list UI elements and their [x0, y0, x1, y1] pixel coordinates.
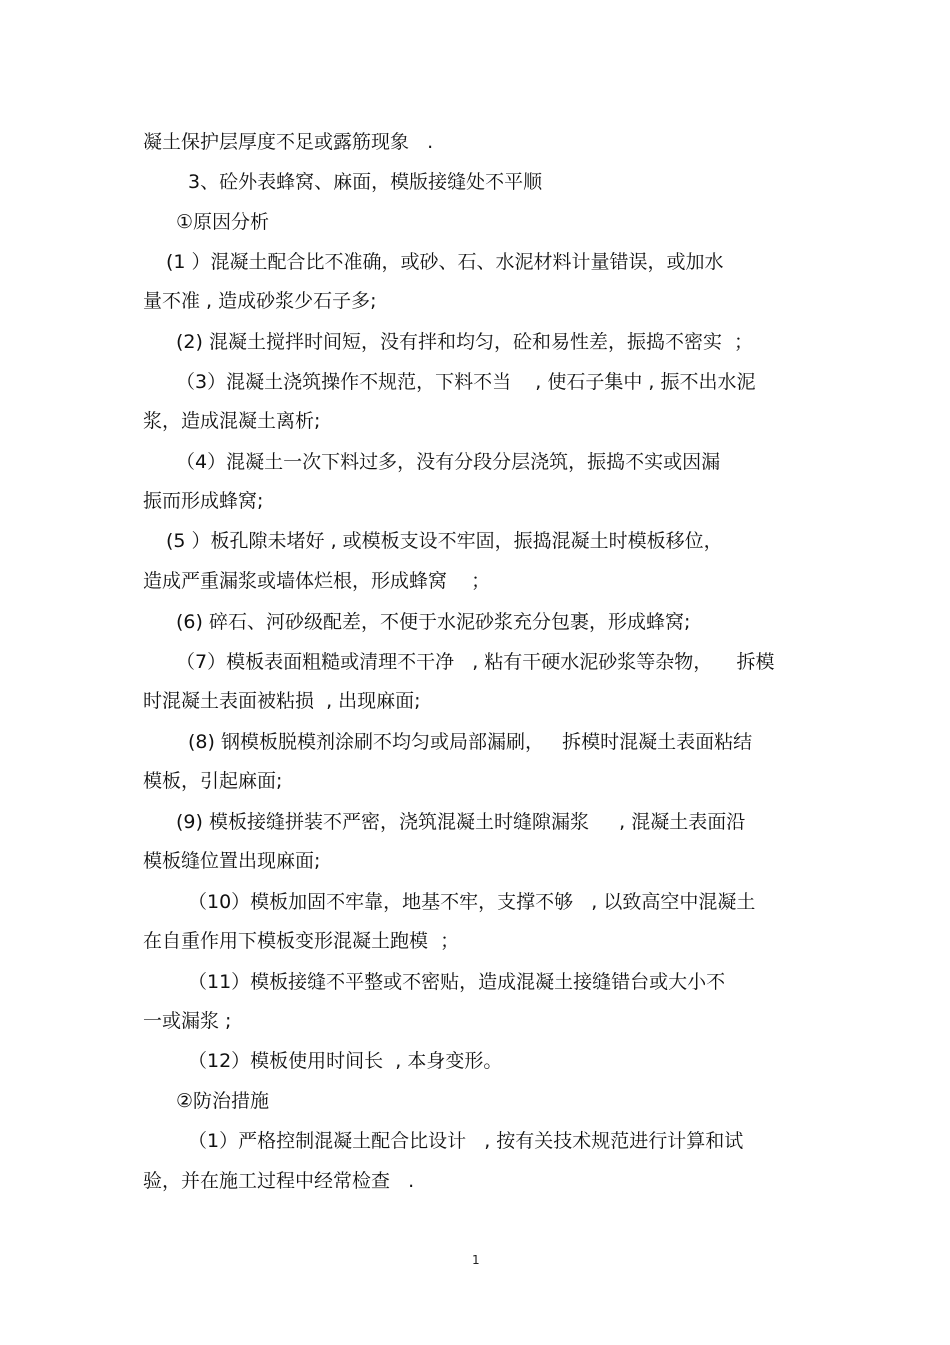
text-line: (1 ）混凝土配合比不准确，或砂、石、水泥材料计量错误，或加水 [166, 251, 724, 273]
text-line: 模板，引起麻面; [143, 770, 283, 792]
subsection-heading: ②防治措施 [176, 1090, 270, 1112]
text-line: (5 ）板孔隙未堵好 , 或模板支设不牢固，振捣混凝土时模板移位， [166, 530, 723, 552]
text-line: 在自重作用下模板变形混凝土跑模 ； [143, 930, 460, 952]
text-line: （1）严格控制混凝土配合比设计 , 按有关技术规范进行计算和试 [188, 1130, 744, 1152]
text-line: 凝土保护层厚度不足或露筋现象 . [143, 131, 434, 153]
text-line: 一或漏浆 ; [143, 1010, 232, 1032]
text-line: （7）模板表面粗糙或清理不干净 , 粘有干硬水泥砂浆等杂物， 拆模 [176, 651, 775, 673]
text-line: (8) 钢模板脱模剂涂刷不均匀或局部漏刷， 拆模时混凝土表面粘结 [188, 731, 753, 753]
text-line: （3）混凝土浇筑操作不规范，下料不当 , 使石子集中 , 振不出水泥 [176, 371, 756, 393]
subsection-heading: ①原因分析 [176, 211, 270, 233]
text-line: 造成严重漏浆或墙体烂根，形成蜂窝 ； [143, 570, 491, 592]
text-line: （12）模板使用时间长 , 本身变形。 [188, 1050, 503, 1072]
text-line: （4）混凝土一次下料过多，没有分段分层浇筑，振捣不实或因漏 [176, 451, 721, 473]
text-line: (2) 混凝土搅拌时间短，没有拌和均匀，砼和易性差，振捣不密实 ； [176, 331, 754, 353]
text-line: (6) 碎石、河砂级配差，不便于水泥砂浆充分包裹，形成蜂窝; [176, 611, 691, 633]
text-line: （11）模板接缝不平整或不密贴，造成混凝土接缝错台或大小不 [188, 971, 726, 993]
text-line: 验，并在施工过程中经常检查 . [143, 1170, 415, 1192]
text-line: 浆，造成混凝土离析; [143, 410, 321, 432]
section-heading: 3、砼外表蜂窝、麻面，模版接缝处不平顺 [188, 171, 543, 193]
text-line: 时混凝土表面被粘损 , 出现麻面; [143, 690, 421, 712]
text-line: 量不准 , 造成砂浆少石子多; [143, 290, 377, 312]
text-line: 振而形成蜂窝; [143, 490, 264, 512]
page-number: 1 [472, 1253, 480, 1267]
text-line: （10）模板加固不牢靠，地基不牢，支撑不够 , 以致高空中混凝土 [188, 891, 756, 913]
text-line: 模板缝位置出现麻面; [143, 850, 321, 872]
text-line: (9) 模板接缝拼装不严密，浇筑混凝土时缝隙漏浆 , 混凝土表面沿 [176, 811, 746, 833]
